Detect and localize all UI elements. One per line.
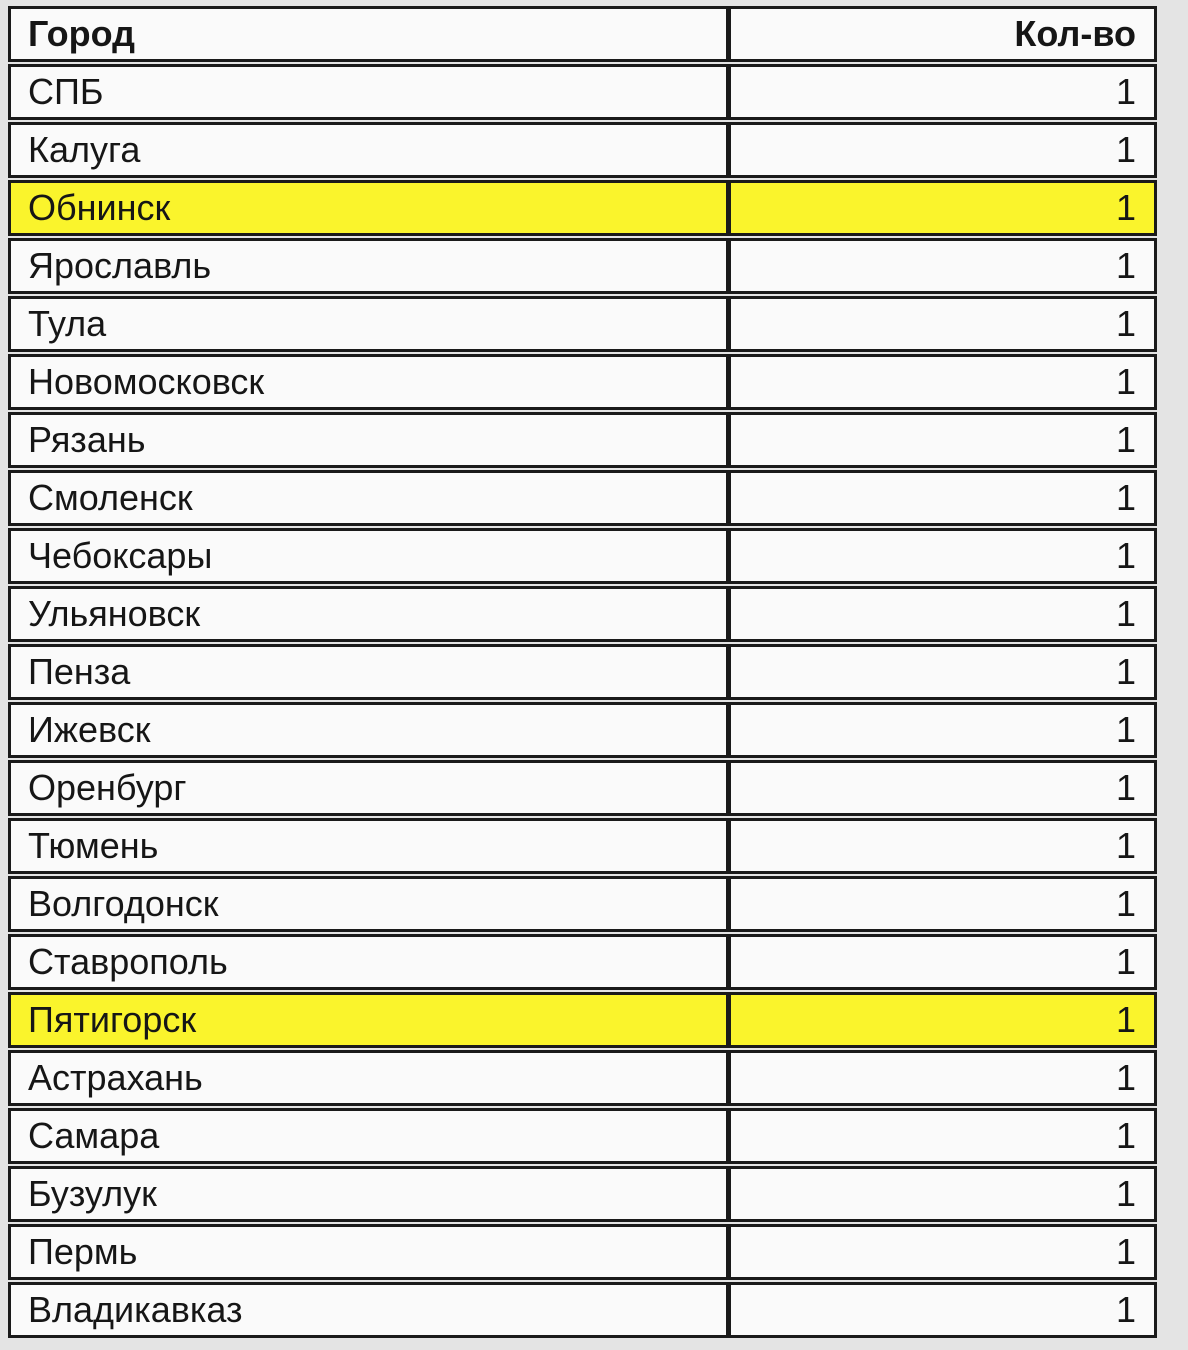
- city-cell[interactable]: Пятигорск: [11, 995, 731, 1045]
- city-cell[interactable]: Оренбург: [11, 763, 731, 813]
- count-cell[interactable]: 1: [1115, 1173, 1136, 1214]
- table-row: [8, 64, 1157, 120]
- count-cell[interactable]: 1: [731, 995, 1154, 1045]
- table-row: [8, 1166, 1157, 1222]
- count-cell[interactable]: 1: [1115, 71, 1136, 112]
- city-cell[interactable]: Ульяновск: [11, 589, 731, 639]
- count-cell[interactable]: 1: [1115, 1231, 1136, 1272]
- count-cell[interactable]: 1: [1115, 129, 1136, 170]
- city-cell[interactable]: Чебоксары: [11, 531, 731, 581]
- table-header-row: [8, 6, 1157, 62]
- city-cell[interactable]: Рязань: [11, 415, 731, 465]
- count-cell[interactable]: 1: [1115, 1289, 1136, 1330]
- count-cell[interactable]: 1: [1115, 303, 1136, 344]
- table-row: [8, 528, 1157, 584]
- city-cell[interactable]: Обнинск: [11, 183, 731, 233]
- column-header-city[interactable]: Город: [11, 9, 731, 59]
- count-cell[interactable]: 1: [1115, 883, 1136, 924]
- count-cell[interactable]: 1: [1115, 477, 1136, 518]
- table-row: [8, 702, 1157, 758]
- city-cell[interactable]: Смоленск: [11, 473, 731, 523]
- table-body: [8, 64, 1157, 1338]
- count-cell[interactable]: 1: [1115, 593, 1136, 634]
- city-cell[interactable]: Самара: [11, 1111, 731, 1161]
- city-cell[interactable]: Владикавказ: [11, 1285, 731, 1335]
- table-row: [8, 238, 1157, 294]
- table-row: [8, 760, 1157, 816]
- city-cell[interactable]: Тюмень: [11, 821, 731, 871]
- table-row-highlighted: [8, 992, 1157, 1048]
- count-cell[interactable]: 1: [1115, 361, 1136, 402]
- table-row: [8, 412, 1157, 468]
- table-row-highlighted: [8, 180, 1157, 236]
- table-row: [8, 354, 1157, 410]
- table-row: [8, 586, 1157, 642]
- table-row: [8, 470, 1157, 526]
- table-row: [8, 1108, 1157, 1164]
- city-cell[interactable]: Ярославль: [11, 241, 731, 291]
- column-header-count[interactable]: Кол-во: [1014, 13, 1136, 54]
- city-cell[interactable]: Астрахань: [11, 1053, 731, 1103]
- city-cell[interactable]: Пермь: [11, 1227, 731, 1277]
- count-cell[interactable]: 1: [1115, 651, 1136, 692]
- count-cell[interactable]: 1: [1115, 245, 1136, 286]
- table-row: [8, 818, 1157, 874]
- count-cell[interactable]: 1: [1115, 709, 1136, 750]
- city-cell[interactable]: Волгодонск: [11, 879, 731, 929]
- table-row: [8, 122, 1157, 178]
- table-row: [8, 934, 1157, 990]
- table-row: [8, 296, 1157, 352]
- table-row: [8, 1050, 1157, 1106]
- city-cell[interactable]: Новомосковск: [11, 357, 731, 407]
- city-cell[interactable]: Ставрополь: [11, 937, 731, 987]
- city-cell[interactable]: Бузулук: [11, 1169, 731, 1219]
- city-cell[interactable]: Пенза: [11, 647, 731, 697]
- count-cell[interactable]: 1: [1115, 825, 1136, 866]
- table-row: [8, 644, 1157, 700]
- count-cell[interactable]: 1: [1115, 1115, 1136, 1156]
- city-cell[interactable]: Калуга: [11, 125, 731, 175]
- city-cell[interactable]: СПБ: [11, 67, 731, 117]
- table-row: [8, 876, 1157, 932]
- city-count-table: [8, 6, 1157, 1338]
- count-cell[interactable]: 1: [1115, 419, 1136, 460]
- count-cell[interactable]: 1: [1115, 767, 1136, 808]
- city-cell[interactable]: Тула: [11, 299, 731, 349]
- table-row: [8, 1224, 1157, 1280]
- count-cell[interactable]: 1: [1115, 941, 1136, 982]
- count-cell[interactable]: 1: [731, 183, 1154, 233]
- count-cell[interactable]: 1: [1115, 1057, 1136, 1098]
- city-cell[interactable]: Ижевск: [11, 705, 731, 755]
- count-cell[interactable]: 1: [1115, 535, 1136, 576]
- table-row: [8, 1282, 1157, 1338]
